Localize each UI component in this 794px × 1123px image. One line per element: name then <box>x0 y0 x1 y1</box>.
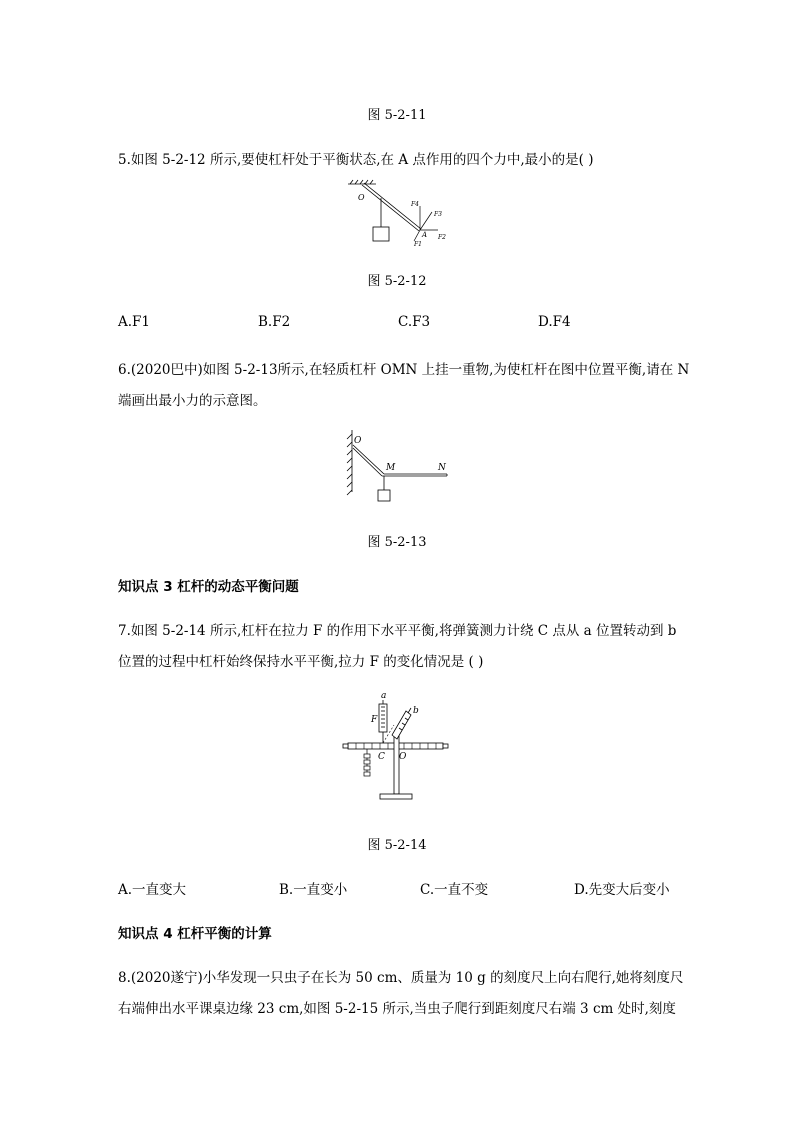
q7-option-c: C.一直不变 <box>420 882 489 898</box>
label-m: M <box>386 463 396 473</box>
q5-option-c: C.F3 <box>398 314 431 330</box>
figure-5-2-14 <box>340 690 450 802</box>
figure-caption-5-2-12: 图 5-2-12 <box>367 274 427 289</box>
question-5-text: 5.如图 5-2-12 所示,要使杠杆处于平衡状态,在 A 点作用的四个力中,最小的是( ) <box>118 152 594 168</box>
section-3-title: 知识点 3 杠杆的动态平衡问题 <box>118 579 299 595</box>
label-o: O <box>354 436 362 446</box>
lever-omn <box>353 445 447 476</box>
hanging-weights <box>364 749 370 776</box>
section-4-title: 知识点 4 杠杆平衡的计算 <box>118 926 272 942</box>
figure-5-2-12 <box>340 178 470 248</box>
label-f1: F1 <box>414 241 422 248</box>
q7-option-b: B.一直变小 <box>279 882 348 898</box>
hanging-weight <box>378 490 390 501</box>
label-o: O <box>399 752 407 762</box>
figure-5-2-13 <box>340 428 460 510</box>
q7-option-d: D.先变大后变小 <box>574 882 670 898</box>
q7-option-a: A.一直变大 <box>118 882 187 898</box>
spring-scale-a <box>379 700 387 743</box>
label-a: A <box>422 231 428 239</box>
hanging-weight <box>373 227 389 241</box>
question-6-line-1: 6.(2020巴中)如图 5-2-13所示,在轻质杠杆 OMN 上挂一重物,为使杠杆在图中位置平衡,请在 N <box>118 362 690 378</box>
force-f1-arrow <box>414 230 420 241</box>
question-6-line-2: 端画出最小力的示意图。 <box>118 393 267 409</box>
figure-caption-5-2-14: 图 5-2-14 <box>367 838 427 853</box>
figure-caption-5-2-13: 图 5-2-13 <box>367 535 427 550</box>
label-f3: F3 <box>434 211 442 218</box>
label-c: C <box>378 752 385 762</box>
question-7-line-2: 位置的过程中杠杆始终保持水平平衡,拉力 F 的变化情况是 ( ) <box>118 654 484 670</box>
label-b: b <box>413 706 419 716</box>
question-8-line-2: 右端伸出水平课桌边缘 23 cm,如图 5-2-15 所示,当虫子爬行到距刻度尺右端 3 cm 处时,刻度 <box>118 1001 676 1017</box>
force-f3-arrow <box>420 212 432 230</box>
label-f: F <box>371 715 378 725</box>
figure-caption-5-2-11: 图 5-2-11 <box>367 108 427 123</box>
question-7-line-1: 7.如图 5-2-14 所示,杠杆在拉力 F 的作用下水平平衡,将弹簧测力计绕 C 点从 a 位置转动到 b <box>118 623 677 639</box>
label-n: N <box>438 463 446 473</box>
q5-option-b: B.F2 <box>258 314 291 330</box>
spring-scale-b <box>392 708 411 739</box>
q5-option-d: D.F4 <box>538 314 571 330</box>
label-f2: F2 <box>438 234 446 241</box>
wall <box>347 430 352 495</box>
label-a: a <box>381 691 387 701</box>
ceiling-hatch <box>348 180 376 184</box>
q5-option-a: A.F1 <box>118 314 150 330</box>
label-f4: F4 <box>411 201 419 208</box>
question-8-line-1: 8.(2020遂宁)小华发现一只虫子在长为 50 cm、质量为 10 g 的刻度尺上向右爬行,她将刻度尺 <box>118 970 684 986</box>
label-o: O <box>358 193 365 202</box>
